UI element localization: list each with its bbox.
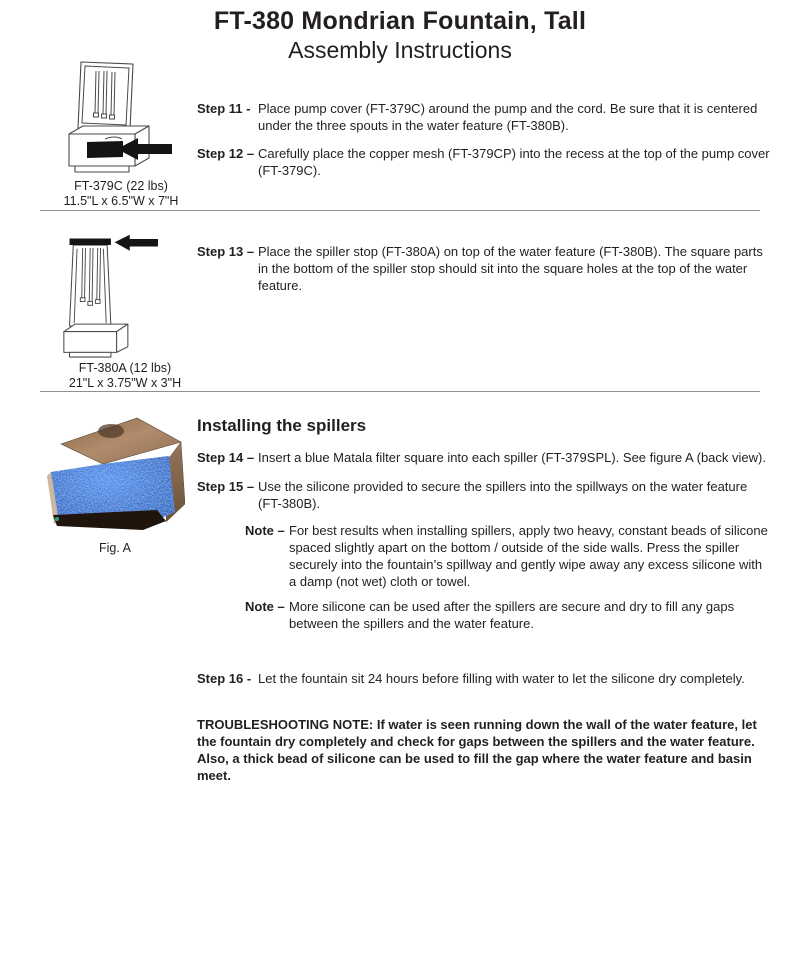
figure-caption-part: FT-380A (12 lbs) [78,361,172,375]
step-label: Step 15 – [197,479,255,494]
step-16 [197,670,772,687]
figure-spiller-stop [50,230,200,391]
troubleshooting-note: TROUBLESHOOTING NOTE: If water is seen running down the wall of the water feature, let the fountain dry completely and check for gaps between the spillers and the water feature. Also, a thick bead of silicone can be used to fill the gap where the water feature and basin meet. [197,717,757,783]
figure-caption-part: FT-379C (22 lbs) [74,179,168,193]
step-text: Carefully place the copper mesh (FT-379CP) into the recess at the top of the pump cover (FT-379C). [258,146,770,178]
spiller-stop-bar [69,238,110,245]
title-block [0,6,800,64]
page-title: FT-380 Mondrian Fountain, Tall [213,7,587,35]
note-label: Note – [245,523,285,538]
step-13 [197,243,772,294]
section-heading: Installing the spillers [197,416,367,435]
step-label: Step 14 – [197,450,255,465]
step-text: Insert a blue Matala filter square into each spiller (FT-379SPL). See figure A (back view). [258,450,766,465]
step-label: Step 12 – [197,146,255,161]
figure-dimensions: 11.5"L x 6.5"W x 7"H [63,194,179,208]
page-subtitle: Assembly Instructions [288,37,512,63]
step-11 [197,100,772,134]
note-text: More silicone can be used after the spillers are secure and dry to fill any gaps between the spillers and the water feature. [289,599,735,631]
figure-pump-cover [46,60,196,209]
figure-caption [50,361,200,391]
step-text: Place the spiller stop (FT-380A) on top of the water feature (FT-380B). The square parts in the bottom of the spiller stop should sit into the square holes at the top of the water feature. [258,244,763,293]
step-text: Place pump cover (FT-379C) around the pump and the cord. Be sure that it is centered under the three spouts in the water feature (FT-380B). [258,101,758,133]
figure-caption [46,179,196,209]
step-label: Step 16 - [197,671,252,686]
section-divider [40,391,760,392]
note-2 [245,598,772,632]
figure-a-label: Fig. A [99,541,131,555]
step-14 [197,449,772,466]
figure-a-photo [40,414,190,556]
note-label: Note – [245,599,285,614]
step-text: Let the fountain sit 24 hours before filling with water to let the silicone dry completely. [258,671,745,686]
filter-photo [45,414,185,536]
spiller-stop-diagram [58,230,193,358]
step-label: Step 13 – [197,244,255,259]
left-arrow-icon [114,235,157,251]
step-text: Use the silicone provided to secure the spillers into the spillways on the water feature (FT-380B). [258,479,748,511]
step-15 [197,478,772,512]
step-12 [197,145,772,179]
pump-cover-diagram [59,60,184,176]
step-label: Step 11 - [197,101,251,116]
note-1 [245,522,772,590]
section-divider [40,210,760,211]
pump-cover-band [87,141,123,158]
figure-caption [40,541,190,556]
figure-dimensions: 21"L x 3.75"W x 3"H [68,376,182,390]
note-text: For best results when installing spillers, apply two heavy, constant beads of silicone spaced slightly apart on the bottom / outside of the side walls. Press the spiller securely into the fountain’s spillway and gently wipe away any excess silicone with a damp (not wet) cloth or towel. [289,523,768,589]
